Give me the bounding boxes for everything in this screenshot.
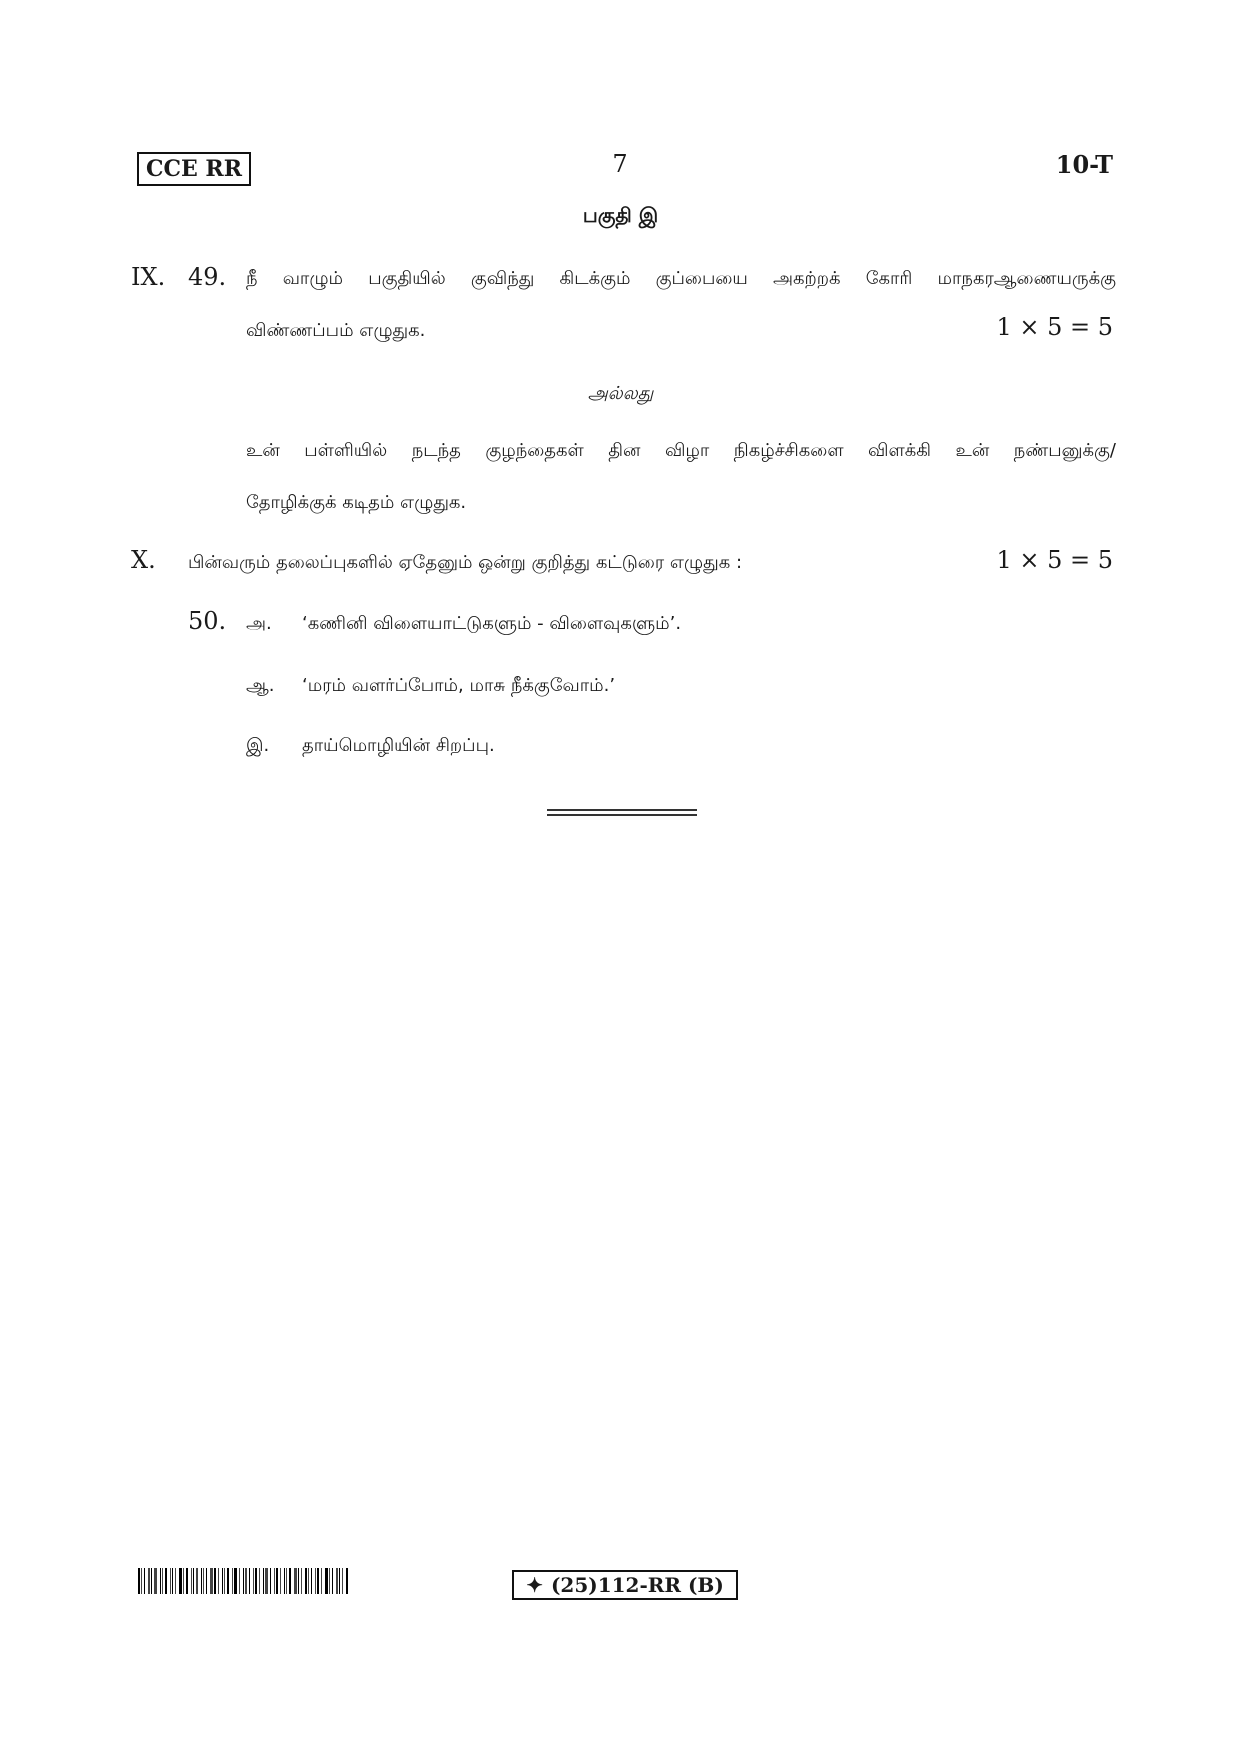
barcode-bar [308,1568,309,1594]
barcode-bar [191,1568,192,1594]
barcode-bar [154,1568,157,1594]
barcode-bar [276,1568,278,1594]
barcode-bar [284,1568,285,1594]
barcode-bar [214,1568,216,1594]
barcode-bar [342,1568,343,1594]
q10-marks: 1 × 5 = 5 [996,546,1113,574]
barcode-bar [203,1568,204,1594]
barcode-bar [224,1568,225,1594]
barcode-bar [298,1568,299,1594]
barcode-bar [346,1568,348,1594]
section-title: பகுதி இ [582,203,659,227]
barcode-bar [294,1568,297,1594]
barcode-bar [218,1568,219,1594]
barcode-bar [270,1568,271,1594]
barcode-bar [172,1568,173,1594]
barcode-bar [170,1568,171,1594]
barcode-bar [196,1568,198,1594]
barcode-bar [280,1568,281,1594]
q10-number: 50. [188,607,227,635]
barcode-bar [183,1568,184,1594]
barcode-bar [222,1568,223,1594]
or-label: அல்லது [587,383,654,404]
barcode-bar [234,1568,237,1594]
barcode-bar [201,1568,202,1594]
barcode-bar [141,1568,142,1594]
barcode-bar [329,1568,330,1594]
barcode-bar [259,1568,260,1594]
barcode-bar [289,1568,291,1594]
barcode-bar [243,1568,244,1594]
barcode-bar [227,1568,229,1594]
option-label-b: ஆ. [246,675,275,696]
barcode-bar [325,1568,328,1594]
barcode-bar [210,1568,213,1594]
barcode-bar [138,1568,140,1594]
barcode-bar [144,1568,145,1594]
header-code-box [137,152,251,186]
page-number: 7 [612,150,628,178]
barcode-bar [179,1568,182,1594]
barcode-bar [239,1568,240,1594]
barcode-bar [175,1568,176,1594]
barcode [138,1568,350,1594]
q9-roman: IX. [131,263,166,291]
barcode-bar [336,1568,338,1594]
q9-marks: 1 × 5 = 5 [996,313,1113,341]
option-label-a: அ. [246,613,272,634]
header-right-code: 10-T [1055,150,1113,179]
barcode-bar [315,1568,316,1594]
barcode-bar [339,1568,340,1594]
barcode-bar [321,1568,322,1594]
footer-paper-code: (25)112-RR (B) [550,1573,724,1597]
q10-roman: X. [131,546,156,574]
option-label-c: இ. [246,735,270,756]
barcode-bar [249,1568,250,1594]
barcode-bar [245,1568,247,1594]
end-rule-top [547,809,697,811]
barcode-bar [193,1568,194,1594]
barcode-bar [206,1568,207,1594]
q9-number: 49. [188,263,227,291]
barcode-bar [263,1568,264,1594]
q9-line2: விண்ணப்பம் எழுதுக. [246,320,426,341]
barcode-bar [311,1568,312,1594]
header-left-code: CCE RR [145,156,242,182]
barcode-bar [301,1568,302,1594]
q10-instruction: பின்வரும் தலைப்புகளில் ஏதேனும் ஒன்று குறித்து கட்டுரை எழுதுக : [188,552,743,573]
footer-code-box [512,1570,738,1600]
barcode-bar [332,1568,333,1594]
option-text-a: ‘கணினி விளையாட்டுகளும் - விளைவுகளும்’. [302,613,682,634]
barcode-bar [160,1568,161,1594]
q9-alt-line1: உன் பள்ளியில் நடந்த குழந்தைகள் தின விழா நிகழ்ச்சிகளை விளக்கி உன் நண்பனுக்கு/ [246,440,1116,461]
barcode-bar [162,1568,163,1594]
barcode-bar [286,1568,287,1594]
barcode-bar [148,1568,150,1594]
barcode-bar [151,1568,152,1594]
q9-alt-line2: தோழிக்குக் கடிதம் எழுதுக. [246,492,467,513]
barcode-bar [274,1568,275,1594]
barcode-bar [186,1568,188,1594]
option-text-b: ‘மரம் வளர்ப்போம், மாசு நீக்குவோம்.’ [302,675,616,696]
barcode-bar [265,1568,268,1594]
barcode-bar [317,1568,319,1594]
star-icon: ✦ [526,1573,543,1597]
barcode-bar [255,1568,257,1594]
barcode-bar [232,1568,233,1594]
q9-line1: நீ வாழும் பகுதியில் குவிந்து கிடக்கும் குப்பையை அகற்றக் கோரி மாநகரஆணையருக்கு [246,268,1116,289]
barcode-bar [165,1568,167,1594]
barcode-bar [305,1568,307,1594]
barcode-bar [253,1568,254,1594]
option-text-c: தாய்மொழியின் சிறப்பு. [302,735,495,756]
end-rule-bottom [547,814,697,816]
